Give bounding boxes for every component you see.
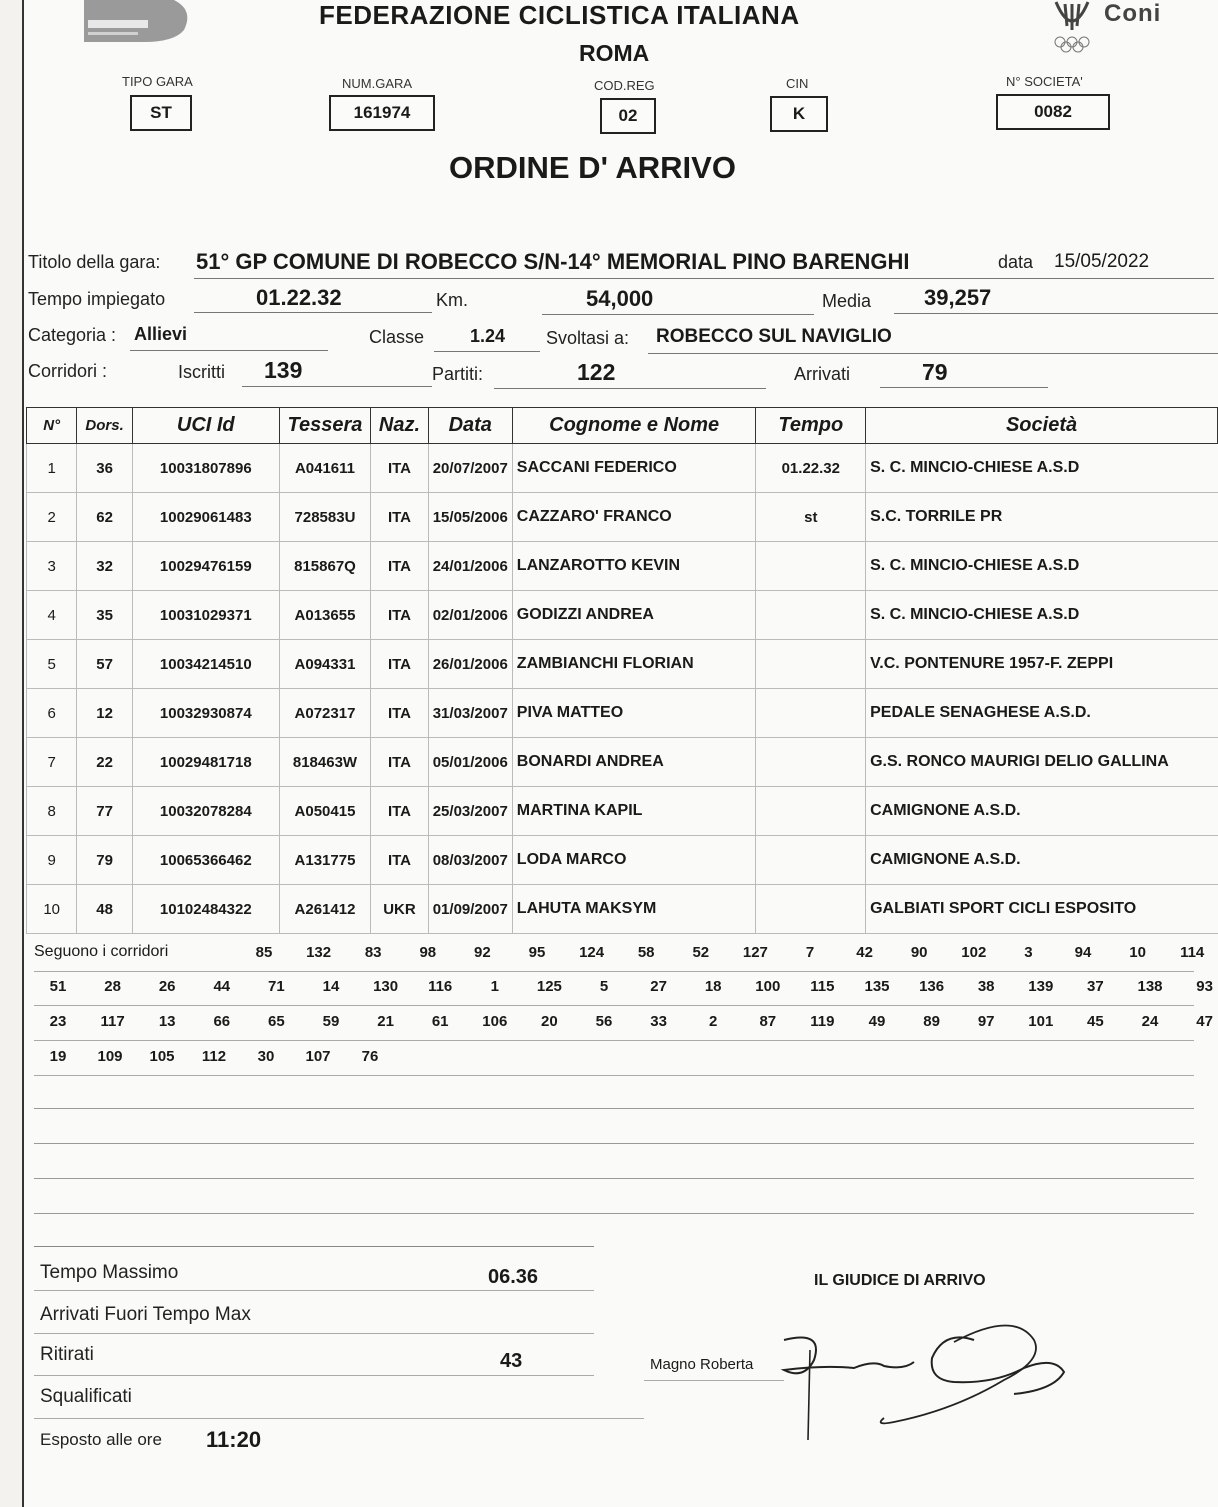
media-label: Media	[822, 291, 872, 311]
table-row	[27, 640, 1218, 689]
coni-text: Coni	[1104, 0, 1162, 27]
data-value: 15/05/2022	[1054, 251, 1150, 272]
seguono-row-3	[34, 1007, 1213, 1041]
rider-number: 105	[149, 1048, 175, 1065]
partiti-label: Partiti:	[432, 364, 484, 384]
cell-data: 02/01/2006	[428, 591, 512, 640]
data-label: data	[998, 252, 1034, 272]
cell-nome: GODIZZI ANDREA	[512, 591, 756, 640]
seguono-row-2	[34, 972, 1213, 1006]
cell-nome: MARTINA KAPIL	[512, 787, 756, 836]
col-header-dorsale: Dors.	[77, 408, 132, 444]
cell-nazione: ITA	[371, 689, 429, 738]
cell-num: 7	[27, 738, 77, 787]
cin-label: CIN	[786, 76, 809, 91]
cell-tempo	[756, 591, 866, 640]
rider-number: 30	[257, 1048, 275, 1065]
tempo-impiegato-label: Tempo impiegato	[28, 289, 166, 309]
rider-number: 26	[158, 978, 176, 995]
rider-number: 19	[49, 1048, 67, 1065]
rider-number: 49	[868, 1013, 886, 1030]
cell-dorsale: 36	[77, 444, 132, 493]
rider-number: 71	[268, 978, 285, 995]
table-row	[27, 836, 1218, 885]
rider-number: 132	[306, 944, 332, 961]
cell-tempo: 01.22.32	[756, 444, 866, 493]
rider-number: 59	[322, 1013, 340, 1030]
cell-tessera: A094331	[279, 640, 370, 689]
cell-data: 24/01/2006	[428, 542, 512, 591]
cell-data: 01/09/2007	[428, 885, 512, 934]
titolo-label: Titolo della gara:	[28, 252, 161, 272]
rider-number: 66	[213, 1013, 231, 1030]
cell-data: 20/07/2007	[428, 444, 512, 493]
cell-societa: V.C. PONTENURE 1957-F. ZEPPI	[866, 640, 1218, 689]
rider-number: 42	[856, 944, 873, 961]
svoltasi-value: ROBECCO SUL NAVIGLIO	[656, 326, 892, 347]
cell-tessera: A261412	[279, 885, 370, 934]
rider-number: 90	[910, 944, 928, 961]
rider-number: 125	[536, 978, 562, 995]
rider-number: 138	[1137, 978, 1163, 995]
ritirati-value: 43	[500, 1350, 523, 1372]
cell-societa: CAMIGNONE A.S.D.	[866, 787, 1218, 836]
rider-number: 112	[201, 1048, 227, 1065]
cell-nome: ZAMBIANCHI FLORIAN	[512, 640, 756, 689]
rider-number: 14	[322, 978, 340, 995]
cell-tempo	[756, 787, 866, 836]
rider-number: 85	[255, 944, 273, 961]
cell-tessera: 818463W	[279, 738, 370, 787]
cell-nome: LODA MARCO	[512, 836, 756, 885]
cell-nazione: UKR	[371, 885, 429, 934]
rider-number: 13	[158, 1013, 176, 1030]
cell-num: 6	[27, 689, 77, 738]
rider-number: 51	[49, 978, 67, 995]
cell-uci-id: 10029061483	[132, 493, 279, 542]
table-row	[27, 885, 1218, 934]
rider-number: 1	[490, 978, 499, 995]
cell-data: 05/01/2006	[428, 738, 512, 787]
cell-tempo	[756, 542, 866, 591]
table-row	[27, 689, 1218, 738]
titolo-value: 51° GP COMUNE DI ROBECCO S/N-14° MEMORIAL PINO BARENGHI	[196, 249, 910, 274]
cell-societa: S.C. TORRILE PR	[866, 493, 1218, 542]
cell-uci-id: 10065366462	[132, 836, 279, 885]
federation-title: FEDERAZIONE CICLISTICA ITALIANA	[319, 0, 800, 30]
rider-number: 2	[709, 1013, 718, 1030]
rider-number: 100	[755, 978, 781, 995]
cell-nazione: ITA	[371, 738, 429, 787]
esposto-label: Esposto alle ore	[40, 1430, 162, 1449]
cell-nazione: ITA	[371, 444, 429, 493]
cell-tessera: 815867Q	[279, 542, 370, 591]
categoria-value: Allievi	[134, 324, 188, 344]
cell-nome: PIVA MATTEO	[512, 689, 756, 738]
cell-data: 31/03/2007	[428, 689, 512, 738]
cell-tempo	[756, 640, 866, 689]
rider-number: 89	[923, 1013, 940, 1030]
table-header-row	[27, 408, 1218, 444]
rider-number: 83	[364, 944, 382, 961]
rider-number: 58	[637, 944, 655, 961]
cell-num: 4	[27, 591, 77, 640]
cell-nazione: ITA	[371, 836, 429, 885]
document-title: ORDINE D' ARRIVO	[449, 150, 736, 185]
cell-uci-id: 10031029371	[132, 591, 279, 640]
tipo-gara-label: TIPO GARA	[122, 74, 193, 89]
cell-tessera: A072317	[279, 689, 370, 738]
seguono-label: Seguono i corridori	[34, 943, 169, 960]
iscritti-label: Iscritti	[178, 362, 225, 382]
cell-societa: GALBIATI SPORT CICLI ESPOSITO	[866, 885, 1218, 934]
categoria-label: Categoria :	[28, 325, 117, 345]
cell-uci-id: 10034214510	[132, 640, 279, 689]
cin-box: K	[770, 96, 828, 132]
rider-number: 136	[919, 978, 945, 995]
rider-number: 102	[961, 944, 987, 961]
cell-dorsale: 12	[77, 689, 132, 738]
cell-tempo	[756, 885, 866, 934]
coni-emblem-icon	[1052, 0, 1092, 36]
cell-tempo: st	[756, 493, 866, 542]
rider-number: 94	[1074, 944, 1092, 961]
cell-tessera: A013655	[279, 591, 370, 640]
cell-tempo	[756, 836, 866, 885]
cod-reg-label: COD.REG	[594, 78, 655, 93]
cell-dorsale: 22	[77, 738, 132, 787]
rider-number: 7	[805, 944, 815, 961]
document-sheet	[22, 0, 1218, 1507]
rider-number: 127	[742, 944, 768, 961]
cell-uci-id: 10032078284	[132, 787, 279, 836]
cell-data: 26/01/2006	[428, 640, 512, 689]
cell-tessera: A131775	[279, 836, 370, 885]
seguono-row-4	[34, 1042, 1194, 1076]
rider-number: 135	[864, 978, 890, 995]
cell-nazione: ITA	[371, 640, 429, 689]
table-row	[27, 591, 1218, 640]
cell-tempo	[756, 738, 866, 787]
rider-number: 38	[977, 978, 995, 995]
num-gara-box: 161974	[329, 95, 435, 131]
col-header-societa: Società	[866, 408, 1218, 444]
media-value: 39,257	[924, 285, 992, 310]
cell-tempo	[756, 689, 866, 738]
rider-number: 92	[474, 944, 491, 961]
rider-number: 5	[599, 978, 609, 995]
rider-number: 61	[431, 1013, 449, 1030]
rider-number: 33	[650, 1013, 667, 1030]
col-header-data: Data	[428, 408, 512, 444]
cell-tessera: A050415	[279, 787, 370, 836]
classe-value: 1.24	[470, 326, 506, 346]
cell-societa: PEDALE SENAGHESE A.S.D.	[866, 689, 1218, 738]
cell-societa: CAMIGNONE A.S.D.	[866, 836, 1218, 885]
cell-nome: BONARDI ANDREA	[512, 738, 756, 787]
cell-dorsale: 35	[77, 591, 132, 640]
cell-uci-id: 10032930874	[132, 689, 279, 738]
cell-nome: LANZAROTTO KEVIN	[512, 542, 756, 591]
rider-number: 28	[104, 978, 121, 995]
rider-number: 107	[305, 1048, 331, 1065]
iscritti-value: 139	[264, 357, 303, 383]
rider-number: 65	[268, 1013, 285, 1030]
rider-number: 119	[810, 1013, 835, 1030]
col-header-uci-id: UCI Id	[132, 408, 279, 444]
table-row	[27, 542, 1218, 591]
rider-number: 20	[541, 1013, 558, 1030]
tipo-gara-box: ST	[130, 95, 192, 131]
rider-number: 21	[377, 1013, 394, 1030]
rider-number: 27	[650, 978, 667, 995]
tempo-impiegato-value: 01.22.32	[256, 285, 342, 310]
rider-number: 24	[1141, 1013, 1159, 1030]
cell-tessera: 728583U	[279, 493, 370, 542]
cell-uci-id: 10031807896	[132, 444, 279, 493]
giudice-name: Magno Roberta	[650, 1356, 754, 1373]
cell-uci-id: 10102484322	[132, 885, 279, 934]
olympic-rings-icon	[1052, 36, 1100, 54]
cell-data: 25/03/2007	[428, 787, 512, 836]
arrivati-label: Arrivati	[794, 364, 851, 384]
rider-number: 109	[97, 1048, 123, 1065]
cell-societa: S. C. MINCIO-CHIESE A.S.D	[866, 591, 1218, 640]
col-header-nome: Cognome e Nome	[512, 408, 756, 444]
km-value: 54,000	[586, 286, 654, 311]
ritirati-label: Ritirati	[40, 1344, 94, 1365]
cell-num: 10	[27, 885, 77, 934]
cell-societa: S. C. MINCIO-CHIESE A.S.D	[866, 542, 1218, 591]
rider-number: 44	[213, 978, 231, 995]
cell-nazione: ITA	[371, 542, 429, 591]
rider-number: 10	[1129, 944, 1146, 961]
cell-dorsale: 62	[77, 493, 132, 542]
cell-dorsale: 32	[77, 542, 132, 591]
cell-nome: CAZZARO' FRANCO	[512, 493, 756, 542]
rider-number: 101	[1028, 1013, 1054, 1030]
rider-number: 97	[977, 1013, 995, 1030]
table-row	[27, 738, 1218, 787]
cell-nome: LAHUTA MAKSYM	[512, 885, 756, 934]
giudice-label: IL GIUDICE DI ARRIVO	[814, 1272, 986, 1289]
rider-number: 114	[1180, 944, 1205, 961]
cell-uci-id: 10029476159	[132, 542, 279, 591]
rider-number: 52	[692, 944, 710, 961]
col-header-tessera: Tessera	[279, 408, 370, 444]
table-row	[27, 444, 1218, 493]
cell-dorsale: 57	[77, 640, 132, 689]
rider-number: 87	[759, 1013, 777, 1030]
esposto-value: 11:20	[206, 1427, 262, 1452]
svoltasi-label: Svoltasi a:	[546, 328, 630, 348]
num-gara-label: NUM.GARA	[342, 76, 413, 91]
tempo-massimo-label: Tempo Massimo	[40, 1262, 179, 1283]
seguono-row-1	[34, 938, 1205, 972]
cell-dorsale: 79	[77, 836, 132, 885]
table-row	[27, 493, 1218, 542]
cell-nazione: ITA	[371, 787, 429, 836]
cell-nazione: ITA	[371, 493, 429, 542]
arrivati-value: 79	[922, 359, 948, 385]
fuori-tempo-label: Arrivati Fuori Tempo Max	[40, 1304, 251, 1325]
rider-number: 37	[1087, 978, 1104, 995]
col-header-num: N°	[27, 408, 77, 444]
cell-num: 2	[27, 493, 77, 542]
cell-num: 8	[27, 787, 77, 836]
rider-number: 18	[704, 978, 722, 995]
rider-number: 47	[1196, 1013, 1213, 1030]
col-header-nazione: Naz.	[371, 408, 429, 444]
squalificati-label: Squalificati	[40, 1386, 132, 1407]
rider-number: 45	[1087, 1013, 1104, 1030]
rider-number: 93	[1196, 978, 1213, 995]
numero-societa-box: 0082	[996, 94, 1110, 130]
rider-number: 130	[373, 978, 399, 995]
cell-societa: G.S. RONCO MAURIGI DELIO GALLINA	[866, 738, 1218, 787]
rider-number: 117	[100, 1013, 125, 1030]
rider-number: 76	[361, 1048, 379, 1065]
rider-number: 98	[419, 944, 437, 961]
cod-reg-box: 02	[600, 98, 656, 134]
cell-uci-id: 10029481718	[132, 738, 279, 787]
partiti-value: 122	[577, 359, 616, 385]
cell-tessera: A041611	[279, 444, 370, 493]
rider-number: 115	[810, 978, 835, 995]
rider-number: 23	[49, 1013, 67, 1030]
col-header-tempo: Tempo	[756, 408, 866, 444]
classe-label: Classe	[369, 327, 425, 347]
results-table	[26, 407, 1218, 934]
rider-number: 116	[428, 978, 453, 995]
cell-num: 3	[27, 542, 77, 591]
tempo-massimo-value: 06.36	[488, 1266, 539, 1288]
cell-num: 5	[27, 640, 77, 689]
rider-number: 139	[1028, 978, 1054, 995]
rider-number: 124	[579, 944, 605, 961]
rider-number: 95	[528, 944, 546, 961]
cell-data: 08/03/2007	[428, 836, 512, 885]
cell-num: 1	[27, 444, 77, 493]
city-label: ROMA	[579, 40, 650, 66]
numero-societa-label: N° SOCIETA'	[1006, 74, 1083, 89]
cell-data: 15/05/2006	[428, 493, 512, 542]
cell-nazione: ITA	[371, 591, 429, 640]
cell-dorsale: 77	[77, 787, 132, 836]
cell-societa: S. C. MINCIO-CHIESE A.S.D	[866, 444, 1218, 493]
table-row	[27, 787, 1218, 836]
judge-signature	[764, 1310, 1094, 1450]
corridori-label: Corridori :	[28, 361, 108, 381]
cell-nome: SACCANI FEDERICO	[512, 444, 756, 493]
km-label: Km.	[436, 290, 469, 310]
fci-logo	[84, 0, 194, 42]
rider-number: 106	[482, 1013, 508, 1030]
cell-dorsale: 48	[77, 885, 132, 934]
rider-number: 3	[1024, 944, 1033, 961]
cell-num: 9	[27, 836, 77, 885]
rider-number: 56	[595, 1013, 613, 1030]
